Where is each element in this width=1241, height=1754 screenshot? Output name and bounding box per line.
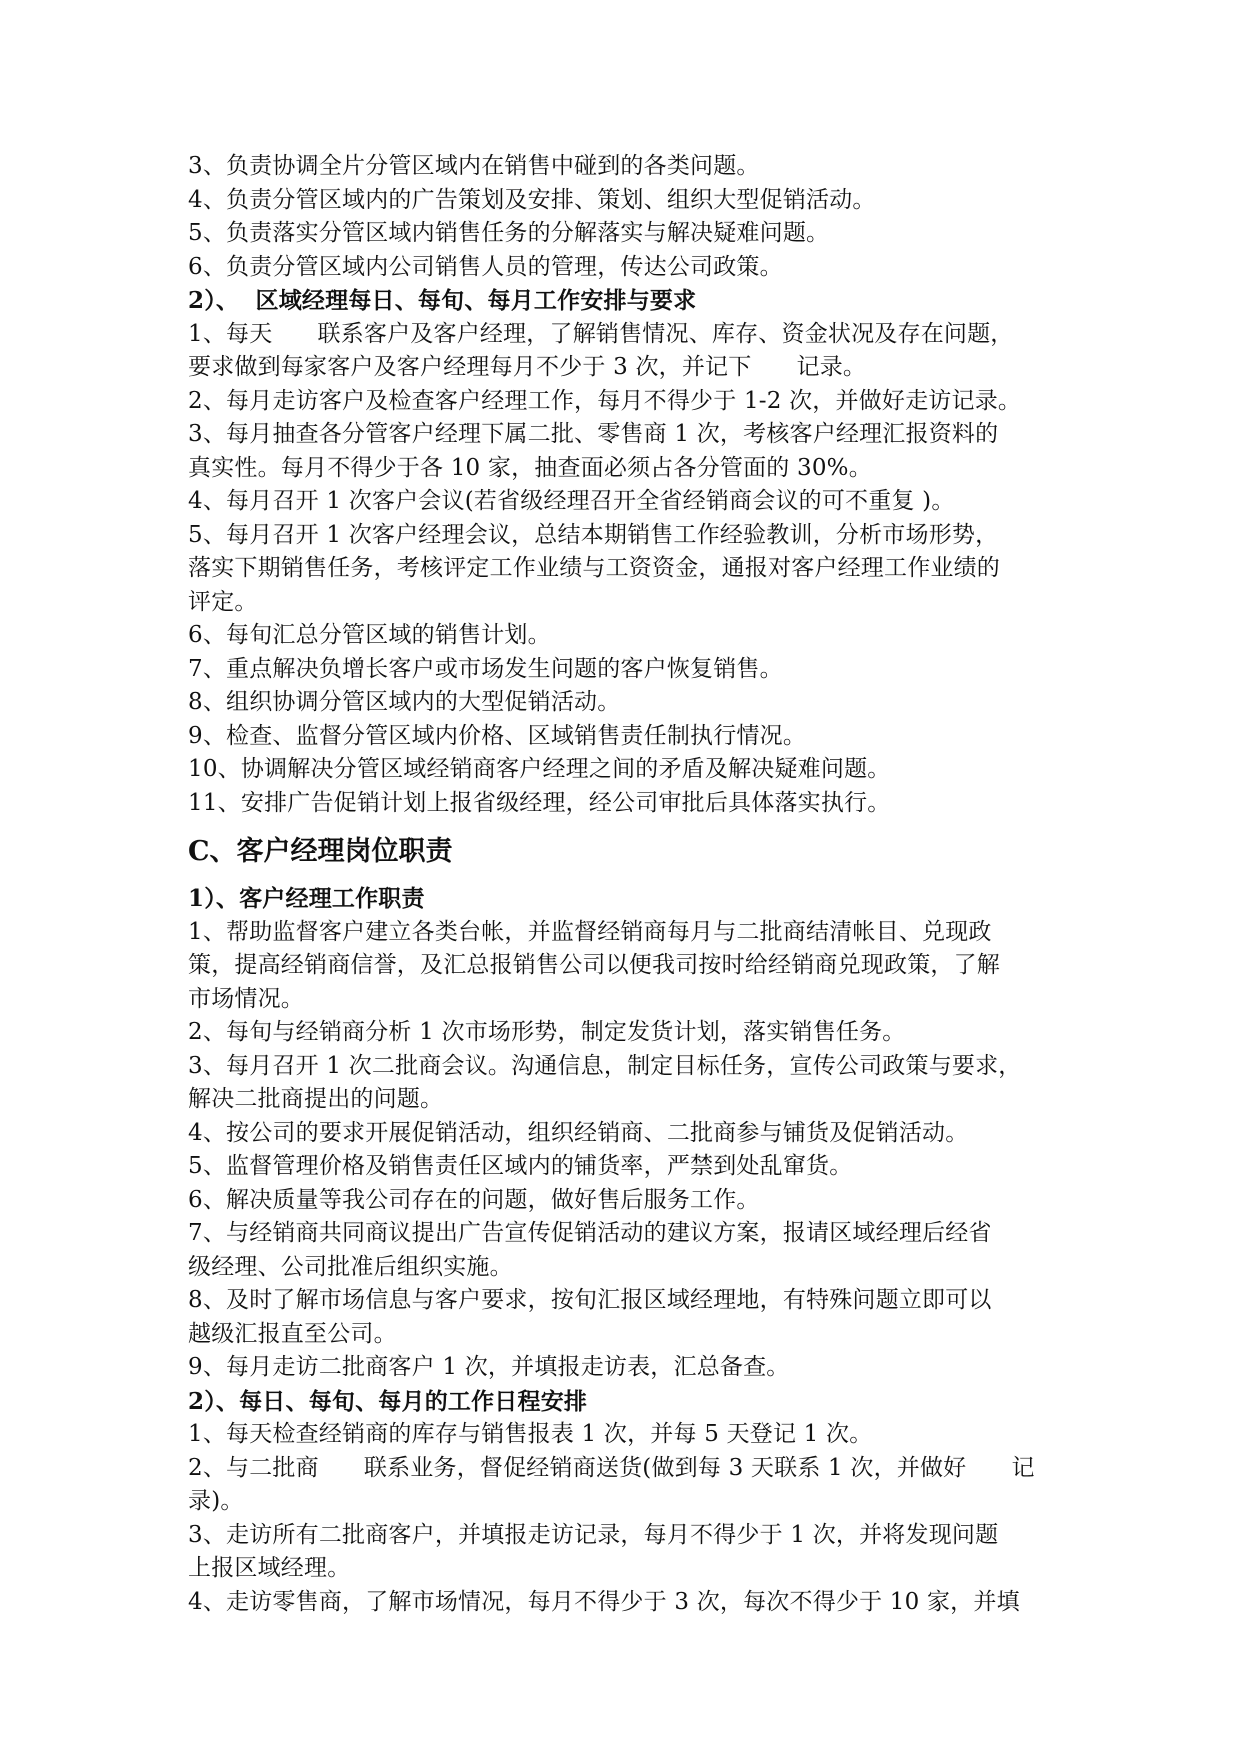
text-line: 评定。 — [188, 588, 258, 615]
text-line: 上报区域经理。 — [188, 1555, 351, 1581]
subsection-heading-regional-schedule: 2）、 区域经理每日、每旬、每月工作安排与要求 — [188, 287, 697, 314]
text-line: 真实性。每月不得少于各 10 家，抽查面必须占各分管面的 30%。 — [188, 454, 872, 481]
list-item: 5、负责落实分管区域内销售任务的分解落实与解决疑难问题。 — [188, 220, 830, 246]
text-line: 6、每旬汇总分管区域的销售计划。 — [188, 622, 551, 648]
text-line: 要求做到每家客户及客户经理每月不少于 3 次，并记下 记录。 — [188, 354, 867, 380]
text-line: 7、与经销商共同商议提出广告宣传促销活动的建议方案，报请区域经理后经省 — [188, 1220, 992, 1246]
text-line: 6、解决质量等我公司存在的问题，做好售后服务工作。 — [188, 1186, 760, 1213]
text-line: 9、每月走访二批商客户 1 次，并填报走访表，汇总备查。 — [188, 1354, 790, 1380]
text-line: 5、每月召开 1 次客户经理会议，总结本期销售工作经验教训，分析市场形势， — [188, 521, 999, 548]
text-line: 策，提高经销商信誉，及汇总报销售公司以便我司按时给经销商兑现政策，了解 — [188, 952, 1000, 978]
text-line: 市场情况。 — [188, 985, 304, 1012]
subsection-heading-duties: 1）、客户经理工作职责 — [188, 885, 425, 912]
text-line: 2、每旬与经销商分析 1 次市场形势，制定发货计划，落实销售任务。 — [188, 1019, 906, 1045]
text-line: 越级汇报直至公司。 — [188, 1320, 397, 1347]
list-item: 3、负责协调全片分管区域内在销售中碰到的各类问题。 — [188, 153, 760, 179]
text-line: 1、每天检查经销商的库存与销售报表 1 次，并每 5 天登记 1 次。 — [188, 1421, 873, 1447]
text-line: 3、每月召开 1 次二批商会议。沟通信息，制定目标任务，宣传公司政策与要求， — [188, 1052, 1022, 1079]
text-line: 4、走访零售商，了解市场情况，每月不得少于 3 次，每次不得少于 10 家，并填 — [188, 1588, 1020, 1615]
text-line: 8、及时了解市场信息与客户要求，按旬汇报区域经理地，有特殊问题立即可以 — [188, 1287, 992, 1313]
text-line: 解决二批商提出的问题。 — [188, 1086, 444, 1112]
list-item: 4、负责分管区域内的广告策划及安排、策划、组织大型促销活动。 — [188, 186, 876, 213]
text-line: 10、协调解决分管区域经销商客户经理之间的矛盾及解决疑难问题。 — [188, 756, 891, 782]
text-line: 4、每月召开 1 次客户会议(若省级经理召开全省经销商会议的可不重复 )。 — [188, 488, 955, 514]
document-page — [188, 150, 1068, 1619]
text-line: 5、监督管理价格及销售责任区域内的铺货率，严禁到处乱窜货。 — [188, 1153, 853, 1179]
text-line: 1、每天 联系客户及客户经理，了解销售情况、库存、资金状况及存在问题， — [188, 320, 1014, 347]
text-line: 8、组织协调分管区域内的大型促销活动。 — [188, 689, 621, 715]
text-line: 4、按公司的要求开展促销活动，组织经销商、二批商参与铺货及促销活动。 — [188, 1119, 969, 1146]
text-line: 录)。 — [188, 1488, 244, 1514]
text-line: 2、每月走访客户及检查客户经理工作，每月不得少于 1-2 次，并做好走访记录。 — [188, 387, 1022, 414]
text-line: 落实下期销售任务，考核评定工作业绩与工资资金，通报对客户经理工作业绩的 — [188, 555, 1000, 581]
text-line: 7、重点解决负增长客户或市场发生问题的客户恢复销售。 — [188, 655, 783, 682]
list-item: 6、负责分管区域内公司销售人员的管理，传达公司政策。 — [188, 253, 783, 280]
subsection-heading-daily-schedule: 2）、每日、每旬、每月的工作日程安排 — [188, 1387, 588, 1415]
text-line: 2、与二批商 联系业务，督促经销商送货(做到每 3 天联系 1 次，并做好 记 — [188, 1454, 1035, 1481]
text-line: 3、每月抽查各分管客户经理下属二批、零售商 1 次，考核客户经理汇报资料的 — [188, 421, 999, 447]
text-line: 1、帮助监督客户建立各类台帐，并监督经销商每月与二批商结清帐目、兑现政 — [188, 918, 992, 945]
section-heading-customer-manager: C、客户经理岗位职责 — [188, 836, 453, 867]
text-line: 3、走访所有二批商客户，并填报走访记录，每月不得少于 1 次，并将发现问题 — [188, 1521, 999, 1548]
text-line: 9、检查、监督分管区域内价格、区域销售责任制执行情况。 — [188, 722, 807, 749]
text-line: 级经理、公司批准后组织实施。 — [188, 1253, 513, 1280]
text-line: 11、安排广告促销计划上报省级经理，经公司审批后具体落实执行。 — [188, 789, 891, 816]
